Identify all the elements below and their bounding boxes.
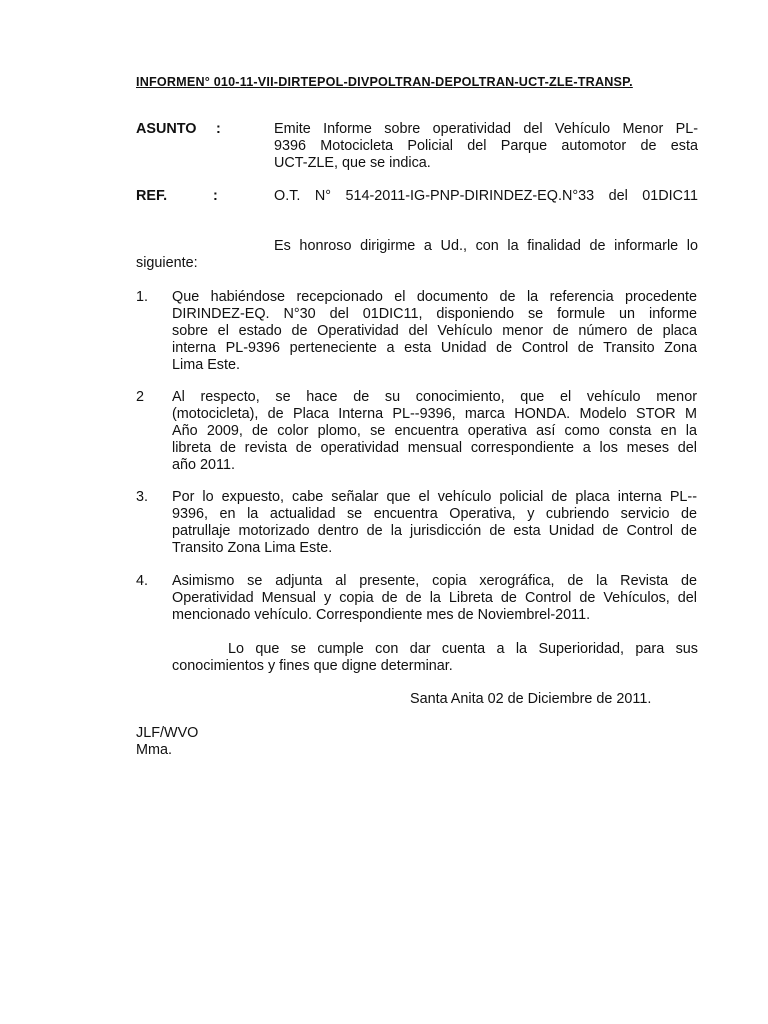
initials-block (136, 725, 198, 759)
item-line: Lima Este. (172, 357, 240, 373)
item-line: mencionado vehículo. Correspondiente mes de Noviembrel-2011. (172, 607, 591, 623)
item-line: año 2011. (172, 457, 235, 473)
asunto-line: Emite Informe sobre operatividad del Vehículo Menor PL- (274, 121, 698, 137)
item-line: patrullaje motorizado dentro de la jurisdicción de esta Unidad de Control de (172, 523, 697, 539)
place-date: Santa Anita 02 de Diciembre de 2011. (410, 691, 652, 707)
ref-text: O.T. N° 514-2011-IG-PNP-DIRINDEZ-EQ.N°33 del 01DIC11 (274, 188, 698, 204)
item-line: libreta de revista de operatividad mensual correspondiente a los meses del (172, 440, 697, 456)
item-line: Al respecto, se hace de su conocimiento, que el vehículo menor (172, 389, 697, 405)
initials-line: JLF/WVO (136, 725, 199, 741)
item-line: 9396, en la actualidad se encuentra Operativa, y cubriendo servicio de (172, 506, 697, 522)
item-line: Por lo expuesto, cabe señalar que el vehículo policial de placa interna PL-- (172, 489, 697, 505)
item-number: 2 (136, 389, 145, 405)
item-line: sobre el estado de Operatividad del Vehículo menor de número de placa (172, 323, 697, 339)
item-paragraph (172, 489, 697, 557)
intro-line-1: Es honroso dirigirme a Ud., con la finalidad de informarle lo (274, 238, 698, 254)
asunto-line: UCT-ZLE, que se indica. (274, 155, 431, 171)
asunto-label: ASUNTO (136, 121, 197, 137)
item-paragraph (172, 289, 697, 374)
item-paragraph (172, 389, 697, 474)
item-line: interna PL-9396 perteneciente a esta Unidad de Control de Transito Zona (172, 340, 697, 356)
item-line: DIRINDEZ-EQ. N°30 del 01DIC11, disponiendo se formule un informe (172, 306, 697, 322)
item-line: Año 2009, de color plomo, se encuentra operativa así como consta en la (172, 423, 697, 439)
item-line: Transito Zona Lima Este. (172, 540, 333, 556)
item-line: Operatividad Mensual y copia de de la Libreta de Control de Vehículos, del (172, 590, 697, 606)
item-paragraph (172, 573, 697, 624)
initials-line: Mma. (136, 742, 172, 758)
ref-label: REF. (136, 188, 168, 204)
asunto-colon: : (216, 121, 221, 137)
ref-colon: : (213, 188, 218, 204)
item-line: Que habiéndose recepcionado el documento de la referencia procedente (172, 289, 697, 305)
item-line: Asimismo se adjunta al presente, copia xerográfica, de la Revista de (172, 573, 697, 589)
closing-line-1: Lo que se cumple con dar cuenta a la Superioridad, para sus (228, 641, 698, 657)
intro-line-2: siguiente: (136, 255, 198, 271)
document-title: INFORMEN° 010-11-VII-DIRTEPOL-DIVPOLTRAN-DEPOLTRAN-UCT-ZLE-TRANSP. (136, 75, 633, 89)
item-line: (motocicleta), de Placa Interna PL--9396, marca HONDA. Modelo STOR M (172, 406, 697, 422)
item-number: 3. (136, 489, 149, 505)
closing-line-2: conocimientos y fines que digne determinar. (172, 658, 453, 674)
item-number: 1. (136, 289, 149, 305)
item-number: 4. (136, 573, 149, 589)
asunto-line: 9396 Motocicleta Policial del Parque automotor de esta (274, 138, 698, 154)
asunto-text (274, 121, 698, 172)
